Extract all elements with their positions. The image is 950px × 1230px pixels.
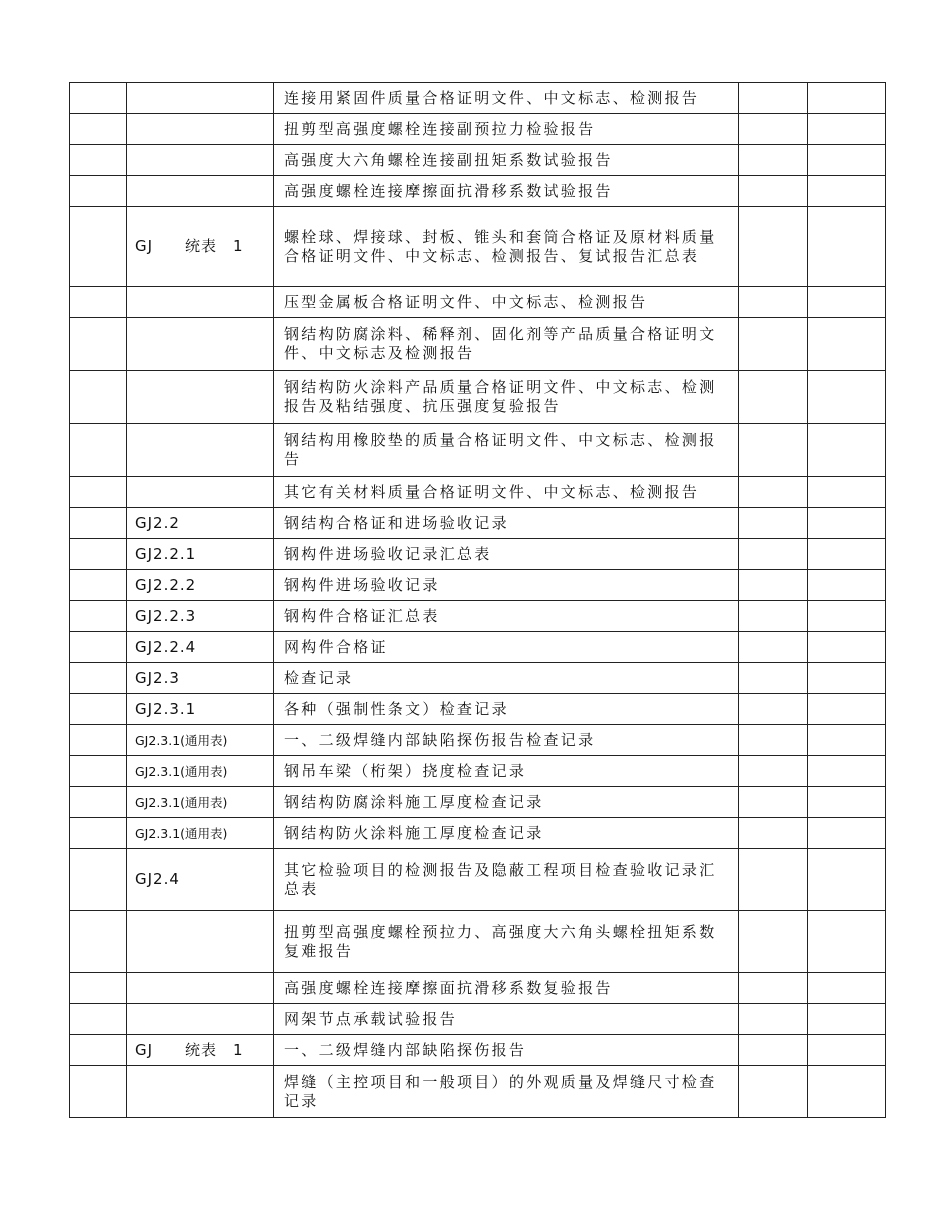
code-text: GJ2.2.1 (135, 544, 197, 563)
description-cell (274, 145, 739, 176)
description-cell (274, 1035, 739, 1066)
description-text: 钢构件进场验收记录汇总表 (284, 544, 492, 563)
description-cell (274, 176, 739, 207)
code-text: GJ2.2.2 (135, 575, 197, 594)
blank-cell (739, 1035, 808, 1066)
description-text: 一、二级焊缝内部缺陷探伤报告 (284, 1040, 527, 1059)
code-cell (127, 725, 274, 756)
code-cell (127, 849, 274, 911)
description-cell (274, 83, 739, 114)
description-text: 连接用紧固件质量合格证明文件、中文标志、检测报告 (284, 88, 700, 107)
index-cell (70, 1035, 127, 1066)
index-cell (70, 287, 127, 318)
index-cell (70, 725, 127, 756)
description-cell (274, 371, 739, 424)
index-cell (70, 787, 127, 818)
index-cell (70, 911, 127, 973)
code-cell (127, 756, 274, 787)
table-row (70, 725, 886, 756)
index-cell (70, 508, 127, 539)
description-text: 高强度螺栓连接摩擦面抗滑移系数复验报告 (284, 978, 613, 997)
description-text: 焊缝（主控项目和一般项目）的外观质量及焊缝尺寸检查记录 (284, 1072, 717, 1110)
blank-cell (739, 114, 808, 145)
code-text: GJ2.3.1(通用表) (135, 763, 228, 779)
blank-cell (808, 508, 886, 539)
blank-cell (808, 83, 886, 114)
blank-cell (739, 849, 808, 911)
blank-cell (808, 663, 886, 694)
description-cell (274, 849, 739, 911)
description-text: 检查记录 (284, 668, 354, 687)
code-cell (127, 632, 274, 663)
blank-cell (808, 114, 886, 145)
blank-cell (739, 371, 808, 424)
table-row (70, 787, 886, 818)
table-row (70, 1066, 886, 1118)
table-row (70, 1004, 886, 1035)
blank-cell (808, 756, 886, 787)
code-text: GJ2.3.1 (135, 699, 197, 718)
blank-cell (808, 145, 886, 176)
code-cell (127, 424, 274, 477)
description-text: 钢结构用橡胶垫的质量合格证明文件、中文标志、检测报告 (284, 431, 717, 468)
code-text: GJ2.2 (135, 513, 180, 532)
description-text: 网构件合格证 (284, 637, 388, 656)
code-cell (127, 207, 274, 287)
description-cell (274, 632, 739, 663)
description-cell (274, 973, 739, 1004)
table-row (70, 83, 886, 114)
code-text: GJ2.3.1(通用表) (135, 825, 228, 841)
blank-cell (739, 477, 808, 508)
table-row (70, 1035, 886, 1066)
blank-cell (739, 83, 808, 114)
index-cell (70, 176, 127, 207)
blank-cell (808, 318, 886, 371)
description-text: 钢构件合格证汇总表 (284, 606, 440, 625)
blank-cell (739, 145, 808, 176)
description-cell (274, 911, 739, 973)
description-cell (274, 318, 739, 371)
code-cell (127, 83, 274, 114)
table-row (70, 318, 886, 371)
code-cell (127, 371, 274, 424)
description-cell (274, 539, 739, 570)
description-text: 其它检验项目的检测报告及隐蔽工程项目检查验收记录汇总表 (284, 860, 717, 898)
description-cell (274, 818, 739, 849)
blank-cell (739, 570, 808, 601)
blank-cell (808, 424, 886, 477)
description-cell (274, 287, 739, 318)
description-text: 各种（强制性条文）检查记录 (284, 699, 509, 718)
index-cell (70, 83, 127, 114)
description-cell (274, 477, 739, 508)
code-cell (127, 539, 274, 570)
code-cell (127, 176, 274, 207)
description-cell (274, 725, 739, 756)
blank-cell (739, 207, 808, 287)
blank-cell (739, 632, 808, 663)
code-cell (127, 318, 274, 371)
blank-cell (739, 725, 808, 756)
blank-cell (739, 424, 808, 477)
code-cell (127, 477, 274, 508)
blank-cell (808, 207, 886, 287)
description-cell (274, 756, 739, 787)
code-cell (127, 145, 274, 176)
description-text: 钢构件进场验收记录 (284, 575, 440, 594)
blank-cell (808, 287, 886, 318)
index-cell (70, 849, 127, 911)
blank-cell (808, 601, 886, 632)
table-row (70, 663, 886, 694)
index-cell (70, 663, 127, 694)
code-cell (127, 694, 274, 725)
table-row (70, 176, 886, 207)
blank-cell (739, 176, 808, 207)
code-text: GJ2.3.1(通用表) (135, 732, 228, 748)
blank-cell (808, 1066, 886, 1118)
blank-cell (739, 318, 808, 371)
table-row (70, 973, 886, 1004)
index-cell (70, 601, 127, 632)
description-text: 钢结构防腐涂料、稀释剂、固化剂等产品质量合格证明文件、中文标志及检测报告 (284, 325, 717, 362)
blank-cell (808, 725, 886, 756)
blank-cell (808, 1004, 886, 1035)
index-cell (70, 1066, 127, 1118)
table-row (70, 114, 886, 145)
description-text: 压型金属板合格证明文件、中文标志、检测报告 (284, 292, 648, 311)
code-text: GJ2.3 (135, 668, 180, 687)
blank-cell (808, 818, 886, 849)
description-cell (274, 570, 739, 601)
index-cell (70, 207, 127, 287)
blank-cell (739, 694, 808, 725)
table-row (70, 694, 886, 725)
index-cell (70, 570, 127, 601)
blank-cell (739, 1004, 808, 1035)
table-row (70, 539, 886, 570)
table-row (70, 207, 886, 287)
index-cell (70, 1004, 127, 1035)
table-row (70, 818, 886, 849)
table-row (70, 570, 886, 601)
table-row (70, 849, 886, 911)
blank-cell (808, 570, 886, 601)
index-cell (70, 477, 127, 508)
code-cell (127, 1004, 274, 1035)
index-cell (70, 371, 127, 424)
code-text: GJ 统表 1 (135, 1040, 244, 1059)
index-cell (70, 973, 127, 1004)
table-row (70, 508, 886, 539)
blank-cell (808, 694, 886, 725)
blank-cell (739, 973, 808, 1004)
blank-cell (739, 508, 808, 539)
code-cell (127, 1066, 274, 1118)
description-text: 扭剪型高强度螺栓预拉力、高强度大六角头螺栓扭矩系数复难报告 (284, 922, 717, 960)
code-cell (127, 508, 274, 539)
description-cell (274, 1066, 739, 1118)
description-text: 钢结构防火涂料施工厚度检查记录 (284, 823, 544, 842)
blank-cell (808, 1035, 886, 1066)
blank-cell (808, 176, 886, 207)
blank-cell (739, 787, 808, 818)
description-cell (274, 1004, 739, 1035)
description-text: 钢吊车梁（桁架）挠度检查记录 (284, 761, 527, 780)
blank-cell (808, 632, 886, 663)
index-cell (70, 145, 127, 176)
table-row (70, 756, 886, 787)
blank-cell (808, 849, 886, 911)
description-cell (274, 114, 739, 145)
code-text: GJ2.4 (135, 870, 180, 888)
code-cell (127, 787, 274, 818)
table-body (70, 83, 886, 1118)
blank-cell (739, 1066, 808, 1118)
table-row (70, 477, 886, 508)
description-cell (274, 694, 739, 725)
code-cell (127, 1035, 274, 1066)
description-text: 螺栓球、焊接球、封板、锥头和套筒合格证及原材料质量合格证明文件、中文标志、检测报告、复试报告汇总表 (284, 227, 717, 265)
table-row (70, 371, 886, 424)
description-text: 钢结构防火涂料产品质量合格证明文件、中文标志、检测报告及粘结强度、抗压强度复验报告 (284, 378, 717, 415)
index-cell (70, 539, 127, 570)
blank-cell (808, 911, 886, 973)
blank-cell (739, 601, 808, 632)
description-cell (274, 787, 739, 818)
index-cell (70, 114, 127, 145)
blank-cell (739, 539, 808, 570)
code-cell (127, 663, 274, 694)
description-text: 一、二级焊缝内部缺陷探伤报告检查记录 (284, 730, 596, 749)
index-cell (70, 632, 127, 663)
description-text: 高强度螺栓连接摩擦面抗滑移系数试验报告 (284, 181, 613, 200)
description-text: 高强度大六角螺栓连接副扭矩系数试验报告 (284, 150, 613, 169)
blank-cell (808, 477, 886, 508)
index-cell (70, 756, 127, 787)
blank-cell (808, 371, 886, 424)
blank-cell (739, 818, 808, 849)
description-text: 其它有关材料质量合格证明文件、中文标志、检测报告 (284, 482, 700, 501)
description-cell (274, 663, 739, 694)
code-text: GJ2.2.4 (135, 637, 197, 656)
description-cell (274, 207, 739, 287)
description-text: 钢结构合格证和进场验收记录 (284, 513, 509, 532)
document-table (69, 82, 886, 1118)
blank-cell (808, 787, 886, 818)
code-cell (127, 287, 274, 318)
blank-cell (739, 287, 808, 318)
code-cell (127, 114, 274, 145)
code-text: GJ 统表 1 (135, 237, 244, 255)
table-row (70, 287, 886, 318)
description-text: 钢结构防腐涂料施工厚度检查记录 (284, 792, 544, 811)
description-text: 网架节点承载试验报告 (284, 1009, 458, 1028)
code-cell (127, 570, 274, 601)
description-cell (274, 508, 739, 539)
table-row (70, 911, 886, 973)
table-row (70, 424, 886, 477)
description-cell (274, 424, 739, 477)
code-cell (127, 601, 274, 632)
code-cell (127, 973, 274, 1004)
blank-cell (808, 539, 886, 570)
code-text: GJ2.2.3 (135, 606, 197, 625)
blank-cell (808, 973, 886, 1004)
table-row (70, 601, 886, 632)
description-cell (274, 601, 739, 632)
index-cell (70, 694, 127, 725)
blank-cell (739, 663, 808, 694)
index-cell (70, 818, 127, 849)
blank-cell (739, 911, 808, 973)
code-cell (127, 818, 274, 849)
code-text: GJ2.3.1(通用表) (135, 794, 228, 810)
table-row (70, 145, 886, 176)
index-cell (70, 424, 127, 477)
description-text: 扭剪型高强度螺栓连接副预拉力检验报告 (284, 119, 596, 138)
code-cell (127, 911, 274, 973)
table-row (70, 632, 886, 663)
index-cell (70, 318, 127, 371)
blank-cell (739, 756, 808, 787)
